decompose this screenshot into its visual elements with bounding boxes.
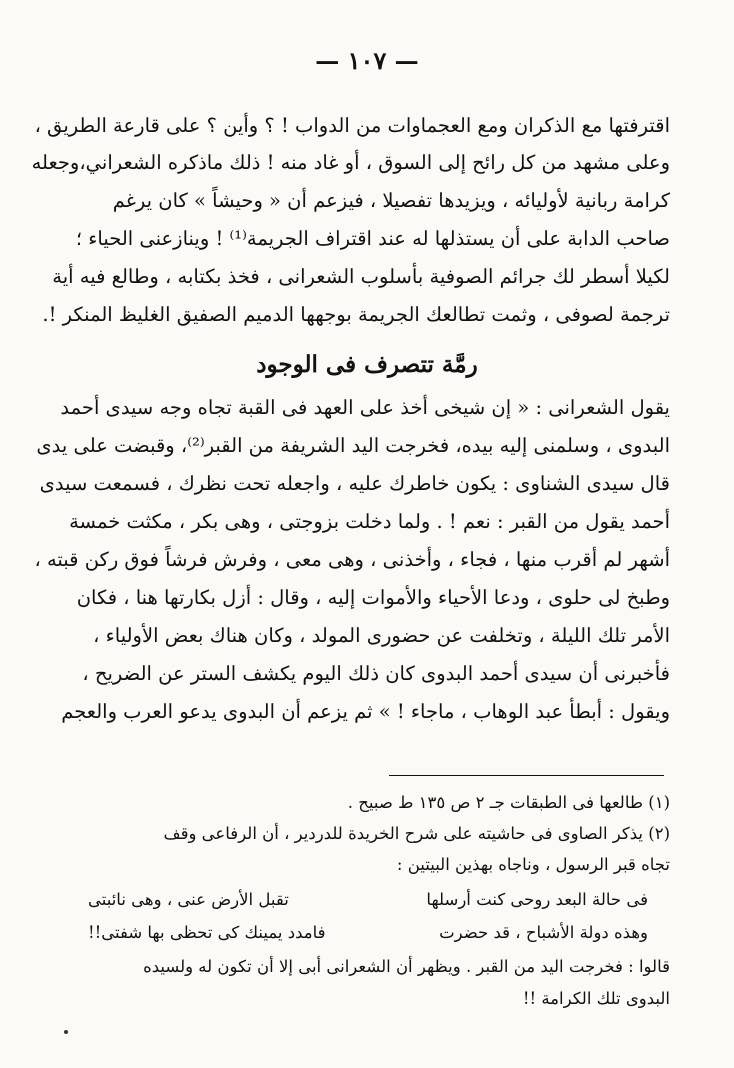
verse-line-1 xyxy=(88,889,648,911)
body-line: ويقول : أبطأ عبد الوهاب ، ماجاء ! » ثم يزعم أن البدوى يدعو العرب والعجم xyxy=(61,700,670,723)
body-line: وعلى مشهد من كل رائح إلى السوق ، أو غاد منه ! ذلك ماذكره الشعراني،وجعله xyxy=(31,151,670,174)
footnote-2-line: قالوا : فخرجت اليد من القبر . ويظهر أن الشعرانى أبى إلا أن تكون له ولسيده xyxy=(143,957,670,976)
body-line: قال سيدى الشناوى : يكون خاطرك عليه ، واجعله تحت نظرك ، فسمعت سيدى xyxy=(39,472,670,495)
body-line: أحمد يقول من القبر : نعم ! . ولما دخلت بزوجتى ، وهى بكر ، مكثت خمسة xyxy=(69,510,670,533)
body-line: البدوى ، وسلمنى إليه بيده، فخرجت اليد الشريفة من القبر⁽²⁾، وقبضت على يدى xyxy=(36,434,670,457)
footnote-2-line: (٢) يذكر الصاوى فى حاشيته على شرح الخريدة للدردير ، أن الرفاعى وقف xyxy=(163,824,670,843)
verse-hemistich: وهذه دولة الأشباح ، قد حضرت xyxy=(439,923,648,942)
verse-hemistich: تقبل الأرض عنى ، وهى نائبتى xyxy=(88,890,289,909)
footnote-1: (١) طالعها فى الطبقات جـ ٢ ص ١٣٥ ط صبيح . xyxy=(347,793,670,812)
body-line: ترجمة لصوفى ، وثمت تطالعك الجريمة بوجهها الدميم الصفيق الغليظ المنكر !. xyxy=(42,303,670,326)
body-line: الأمر تلك الليلة ، وتخلفت عن حضورى المولد ، وكان هناك بعض الأولياء ، xyxy=(93,624,670,647)
print-speck xyxy=(64,1030,68,1034)
body-line: يقول الشعرانى : « إن شيخى أخذ على العهد فى القبة تجاه وجه سيدى أحمد xyxy=(60,396,670,419)
body-line: أشهر لم أقرب منها ، فجاء ، وأخذنى ، وهى معى ، وفرش فرشاً فوق ركن قبته ، xyxy=(34,548,670,571)
body-line: وطبخ لى حلوى ، ودعا الأحياء والأموات إليه ، وقال : أزل بكارتها هنا ، فكان xyxy=(76,586,670,609)
body-line: لكيلا أسطر لك جرائم الصوفية بأسلوب الشعرانى ، فخذ بكتابه ، وطالع فيه أية xyxy=(52,265,670,288)
body-line: كرامة ربانية لأوليائه ، ويزيدها تفصيلا ، فيزعم أن « وحيشاً » كان يرغم xyxy=(112,189,670,212)
section-heading: رمَّة تتصرف فى الوجود xyxy=(256,351,478,378)
verse-hemistich: فامدد يمينك كى تحظى بها شفتى!! xyxy=(88,923,326,942)
body-line: اقترفتها مع الذكران ومع العجماوات من الدواب ! ؟ وأين ؟ على قارعة الطريق ، xyxy=(34,114,670,137)
verse-hemistich: فى حالة البعد روحى كنت أرسلها xyxy=(426,890,648,909)
footnote-2-line: البدوى تلك الكرامة !! xyxy=(522,989,670,1008)
body-line: فأخبرنى أن سيدى أحمد البدوى كان ذلك اليوم يكشف الستر عن الضريح ، xyxy=(82,662,670,685)
body-line: صاحب الدابة على أن يستذلها له عند اقتراف الجريمة⁽¹⁾ ! وينازعنى الحياء ؛ xyxy=(75,227,670,250)
footnote-divider xyxy=(389,775,664,776)
verse-line-2 xyxy=(88,922,648,944)
footnote-2-line: تجاه قبر الرسول ، وناجاه بهذين البيتين : xyxy=(396,855,670,874)
page-number: — ١٠٧ — xyxy=(315,46,419,75)
